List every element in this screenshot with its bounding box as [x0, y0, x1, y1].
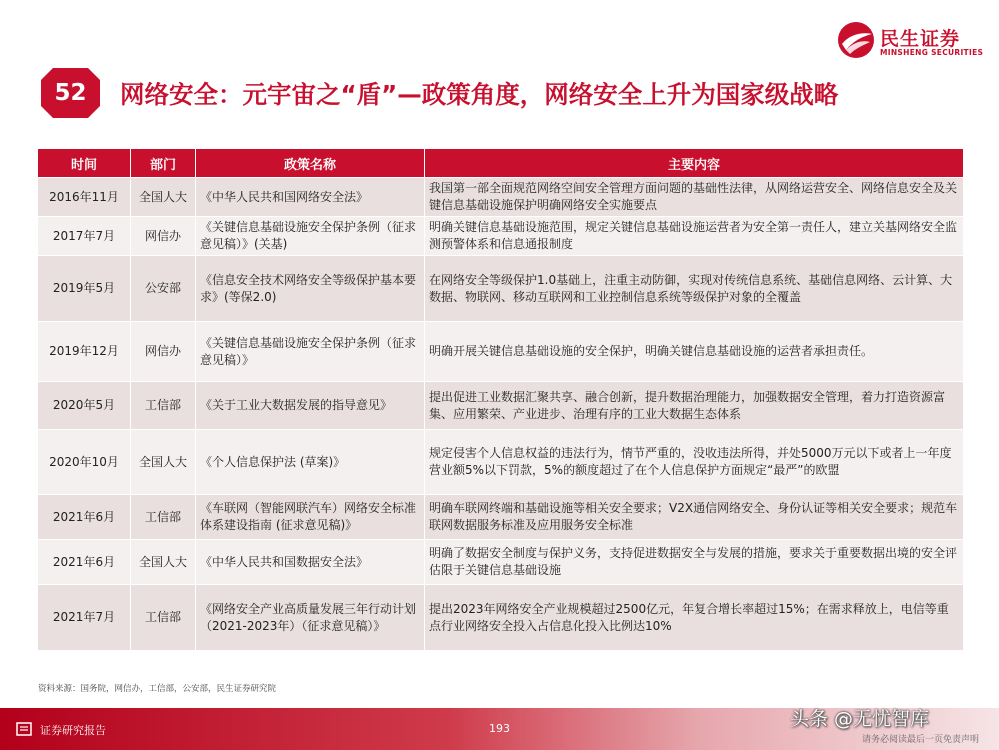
disclaimer-note: 请务必阅读最后一页免责声明: [861, 735, 979, 745]
cell-policy-name: 《网络安全产业高质量发展三年行动计划（2021-2023年）（征求意见稿）》: [196, 585, 425, 651]
logo-mark-icon: [836, 20, 876, 60]
watermark-text: 头条 @无忧智库: [790, 708, 930, 730]
header-time: 时间: [38, 149, 131, 178]
cell-policy-name: 《关键信息基础设施安全保护条例（征求意见稿）》: [196, 322, 425, 382]
cell-content: 规定侵害个人信息权益的违法行为，情节严重的，没收违法所得，并处5000万元以下或者上一年度营业额5%以下罚款，5%的额度超过了在个人信息保护方面规定“最严”的欧盟: [425, 430, 964, 495]
cell-dept: 工信部: [131, 585, 196, 651]
cell-dept: 全国人大: [131, 540, 196, 585]
cell-content: 明确车联网终端和基础设施等相关安全要求；V2X通信网络安全、身份认证等相关安全要求；规范车联网数据服务标准及应用服务安全标准: [425, 495, 964, 540]
cell-dept: 公安部: [131, 256, 196, 322]
cell-dept: 工信部: [131, 382, 196, 430]
cell-content: 明确关键信息基础设施范围，规定关键信息基础设施运营者为安全第一责任人，建立关基网络安全监测预警体系和信息通报制度: [425, 217, 964, 256]
cell-time: 2021年6月: [38, 540, 131, 585]
cell-time: 2021年6月: [38, 495, 131, 540]
table-row: [38, 430, 964, 495]
policy-table: [37, 148, 964, 651]
table-row: [38, 495, 964, 540]
cell-time: 2019年5月: [38, 256, 131, 322]
page-title: 网络安全：元宇宙之“盾”—政策角度，网络安全上升为国家级战略: [120, 80, 839, 109]
page-number: 193: [489, 722, 510, 735]
table-row: [38, 585, 964, 651]
cell-content: 我国第一部全面规范网络空间安全管理方面问题的基础性法律，从网络运营安全、网络信息安全及关键信息基础设施保护明确网络安全实施要点: [425, 178, 964, 217]
cell-policy-name: 《信息安全技术网络安全等级保护基本要求》(等保2.0): [196, 256, 425, 322]
cell-policy-name: 《中华人民共和国网络安全法》: [196, 178, 425, 217]
table-row: [38, 256, 964, 322]
cell-time: 2020年10月: [38, 430, 131, 495]
brand-logo: [836, 20, 986, 60]
cell-dept: 网信办: [131, 322, 196, 382]
cell-policy-name: 《个人信息保护法 (草案)》: [196, 430, 425, 495]
table-row: [38, 217, 964, 256]
cell-dept: 全国人大: [131, 178, 196, 217]
cell-policy-name: 《关于工业大数据发展的指导意见》: [196, 382, 425, 430]
header-content: 主要内容: [425, 149, 964, 178]
cell-policy-name: 《中华人民共和国数据安全法》: [196, 540, 425, 585]
table-row: [38, 382, 964, 430]
cell-time: 2017年7月: [38, 217, 131, 256]
cell-dept: 工信部: [131, 495, 196, 540]
cell-time: 2020年5月: [38, 382, 131, 430]
cell-policy-name: 《车联网（智能网联汽车）网络安全标准体系建设指南 (征求意见稿)》: [196, 495, 425, 540]
cell-content: 在网络安全等级保护1.0基础上，注重主动防御，实现对传统信息系统、基础信息网络、云计算、大数据、物联网、移动互联网和工业控制信息系统等级保护对象的全覆盖: [425, 256, 964, 322]
source-note: 资料来源：国务院，网信办，工信部，公安部，民生证券研究院: [38, 684, 277, 694]
table-row: [38, 178, 964, 217]
cell-content: 提出2023年网络安全产业规模超过2500亿元，年复合增长率超过15%；在需求释放上，电信等重点行业网络安全投入占信息化投入比例达10%: [425, 585, 964, 651]
slide-number: 52: [54, 80, 87, 106]
cell-time: 2016年11月: [38, 178, 131, 217]
header-dept: 部门: [131, 149, 196, 178]
table-row: [38, 540, 964, 585]
cell-time: 2021年7月: [38, 585, 131, 651]
footer-label: 证券研究报告: [40, 724, 106, 737]
cell-dept: 全国人大: [131, 430, 196, 495]
cell-content: 明确开展关键信息基础设施的安全保护，明确关键信息基础设施的运营者承担责任。: [425, 322, 964, 382]
cell-content: 提出促进工业数据汇聚共享、融合创新，提升数据治理能力，加强数据安全管理，着力打造资源富集、应用繁荣、产业进步、治理有序的工业大数据生态体系: [425, 382, 964, 430]
slide-number-badge: [41, 68, 100, 118]
header-policy-name: 政策名称: [196, 149, 425, 178]
brand-name-en: MINSHENG SECURITIES: [880, 48, 984, 57]
table-header-row: [38, 149, 964, 178]
table-row: [38, 322, 964, 382]
cell-policy-name: 《关键信息基础设施安全保护条例（征求意见稿）》(关基): [196, 217, 425, 256]
cell-dept: 网信办: [131, 217, 196, 256]
brand-name-cn: 民生证券: [880, 28, 961, 50]
cell-content: 明确了数据安全制度与保护义务，支持促进数据安全与发展的措施，要求关于重要数据出境的安全评估限于关键信息基础设施: [425, 540, 964, 585]
cell-time: 2019年12月: [38, 322, 131, 382]
